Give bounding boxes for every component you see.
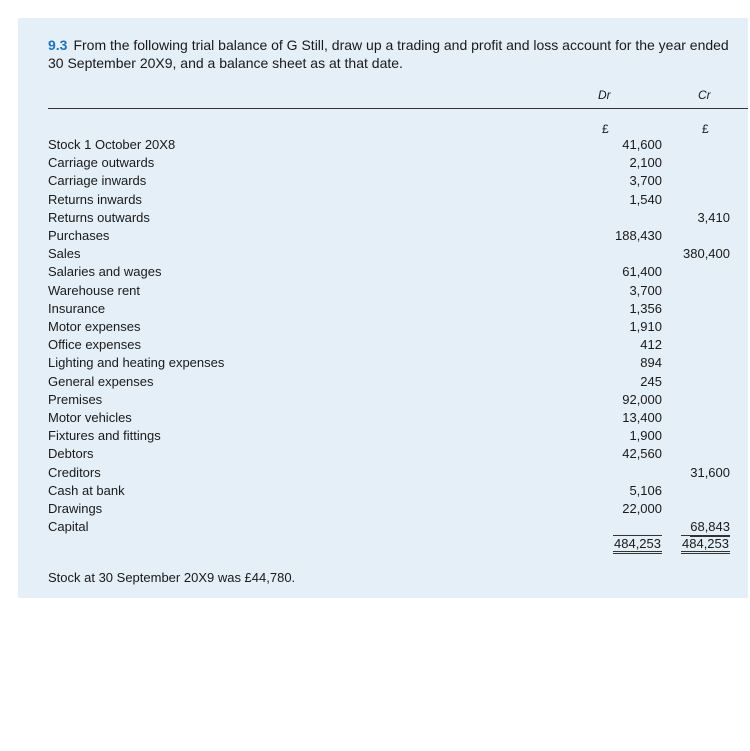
table-row — [18, 373, 748, 391]
debit-amount: 412 — [640, 337, 662, 353]
table-row — [18, 409, 748, 427]
debit-amount: 13,400 — [622, 410, 662, 425]
account-label: Cash at bank — [48, 482, 125, 498]
debit-amount: 1,900 — [629, 428, 662, 444]
table-row — [18, 318, 748, 336]
account-label: Premises — [48, 391, 103, 407]
table-row — [18, 427, 748, 445]
debit-amount: 3,700 — [629, 173, 662, 189]
debit-amount: 188,430 — [615, 228, 662, 243]
question-body: From the following trial balance of G Still, draw up a trading and profit and loss account for the year ended 30 September 20X9, and a balance sheet as at that date. — [48, 37, 729, 71]
debit-amount: 61,400 — [622, 264, 662, 280]
debit-amount: 3,700 — [629, 282, 662, 298]
dr-column-header: Dr — [598, 88, 611, 102]
table-row — [18, 172, 748, 190]
table-row — [18, 482, 748, 500]
debit-amount: 42,560 — [622, 446, 662, 462]
debit-amount: 894 — [640, 355, 662, 371]
header-rule — [48, 108, 748, 109]
account-label: Insurance — [48, 300, 106, 316]
account-label: Sales — [48, 246, 81, 262]
table-row — [18, 245, 748, 263]
account-label: Motor vehicles — [48, 410, 132, 425]
debit-amount: 41,600 — [622, 137, 662, 152]
account-label: Warehouse rent — [48, 282, 141, 298]
account-label: Drawings — [48, 501, 103, 516]
credit-amount: 3,410 — [697, 209, 730, 225]
account-label: Salaries and wages — [48, 264, 162, 280]
account-label: Motor expenses — [48, 319, 141, 334]
table-row — [18, 209, 748, 227]
table-row — [18, 464, 748, 482]
debit-amount: 2,100 — [629, 155, 662, 171]
table-row — [18, 263, 748, 281]
account-label: Capital — [48, 519, 89, 535]
table-row — [18, 154, 748, 172]
debit-amount: 1,540 — [629, 191, 662, 207]
account-label: Carriage inwards — [48, 173, 147, 189]
credit-amount: 380,400 — [683, 246, 730, 262]
table-row — [18, 391, 748, 409]
table-row — [18, 191, 748, 209]
cr-currency: £ — [702, 122, 709, 136]
account-label: Fixtures and fittings — [48, 428, 161, 444]
dr-currency: £ — [602, 122, 609, 136]
account-label: Creditors — [48, 464, 101, 480]
credit-amount: 31,600 — [690, 464, 730, 480]
account-label: Returns inwards — [48, 191, 142, 207]
account-label: Stock 1 October 20X8 — [48, 137, 176, 152]
account-label: Lighting and heating expenses — [48, 355, 225, 371]
table-row — [18, 445, 748, 463]
debit-amount: 92,000 — [622, 391, 662, 407]
table-row — [18, 336, 748, 354]
cr-total: 484,253 — [681, 536, 730, 552]
exercise-panel — [18, 18, 748, 598]
account-label: Carriage outwards — [48, 155, 155, 171]
account-label: Returns outwards — [48, 209, 150, 225]
table-row — [18, 518, 748, 536]
debit-amount: 22,000 — [622, 501, 662, 516]
table-row — [18, 282, 748, 300]
table-row — [18, 500, 748, 518]
debit-amount: 1,356 — [629, 300, 662, 316]
table-row — [18, 354, 748, 372]
debit-amount: 5,106 — [629, 482, 662, 498]
closing-stock-note: Stock at 30 September 20X9 was £44,780. — [48, 570, 296, 585]
account-label: Purchases — [48, 228, 110, 243]
question-text — [48, 36, 738, 72]
debit-amount: 245 — [640, 373, 662, 389]
table-row — [18, 136, 748, 154]
question-number: 9.3 — [48, 37, 68, 53]
cr-column-header: Cr — [698, 88, 711, 102]
account-label: Debtors — [48, 446, 94, 462]
account-label: General expenses — [48, 373, 154, 389]
table-row — [18, 300, 748, 318]
credit-amount: 68,843 — [690, 518, 730, 537]
table-row — [18, 227, 748, 245]
account-label: Office expenses — [48, 337, 141, 353]
debit-amount: 1,910 — [629, 319, 662, 334]
dr-total: 484,253 — [613, 536, 662, 552]
